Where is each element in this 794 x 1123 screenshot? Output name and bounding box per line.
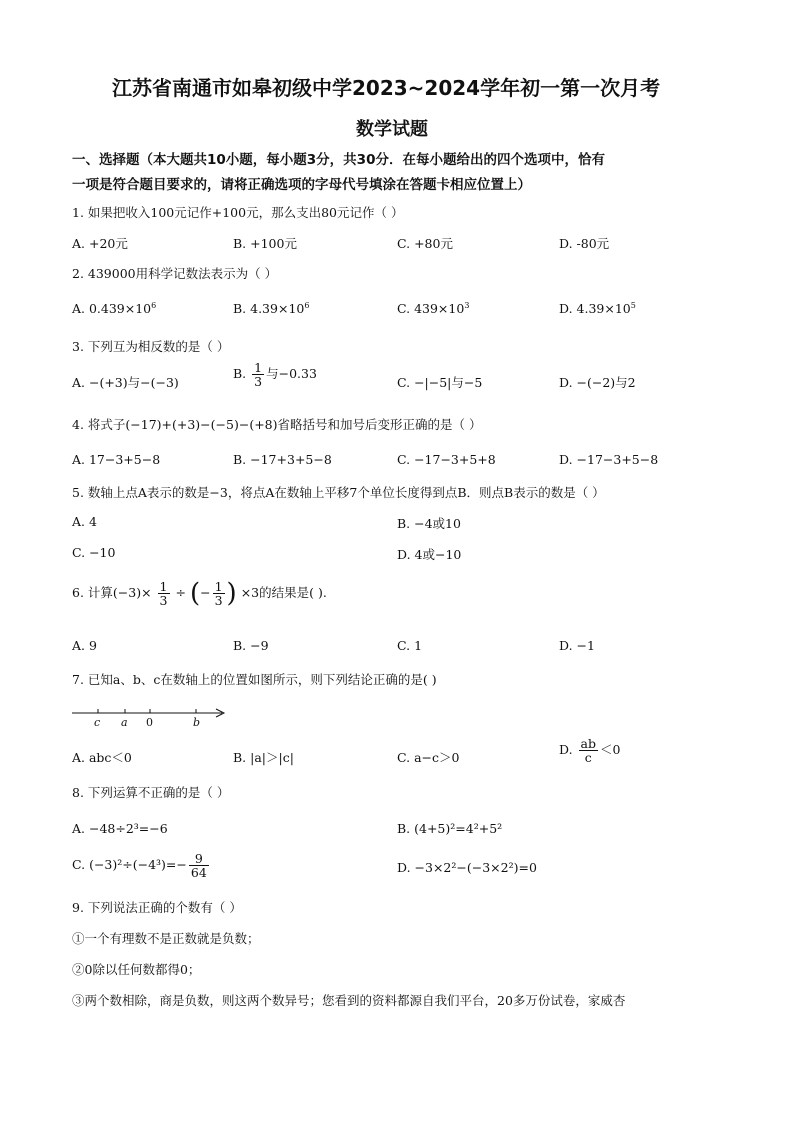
q2-option-c: C. $439\times 10^3$	[397, 301, 470, 317]
question-5-stem: 5. 数轴上点A表示的数是−3，将点A在数轴上平移7个单位长度得到点B．则点B表示的数是（ ）	[72, 485, 605, 500]
q7-option-d: D. $\frac{ab}{c}$ ＜0	[559, 736, 621, 766]
page-subtitle: 数学试题	[356, 119, 428, 140]
section-header-line2: 一项是符合题目要求的，请将正确选项的字母代号填涂在答题卡相应位置上）	[72, 177, 531, 193]
q5-option-d: D. 4或−10	[397, 547, 462, 562]
q8-option-b: B. (4+5)²=4²+5²	[397, 821, 503, 836]
q3-option-c: C. −|−5|与−5	[397, 375, 483, 390]
q8-option-c: C. (−3)²÷(−4³)=− $\frac{9}{64}$	[72, 851, 207, 881]
section-header-line1: 一、选择题（本大题共10小题，每小题3分，共30分．在每小题给出的四个选项中，恰有	[72, 152, 605, 168]
q4-option-a: A. 17−3+5−8	[72, 452, 161, 467]
fraction-ab-over-c: $\frac{ab}{c}$	[580, 736, 597, 766]
fraction-one-third: $\frac{1}{3}$	[254, 360, 263, 390]
q9-statement-2: ②0除以任何数都得0；	[72, 962, 201, 977]
question-7-stem: 7. 已知a、b、c在数轴上的位置如图所示，则下列结论正确的是( )	[72, 672, 437, 687]
q5-option-c: C. −10	[72, 545, 116, 560]
question-9-stem: 9. 下列说法正确的个数有（ ）	[72, 900, 242, 915]
q7-option-a: A. abc＜0	[72, 750, 132, 765]
q8-option-d: D. −3×2²−(−3×2²)=0	[397, 860, 537, 875]
q2-option-d: D. $4.39\times 10^5$	[559, 301, 636, 317]
question-1-stem: 1. 如果把收入100元记作+100元，那么支出80元记作（ ）	[72, 205, 404, 220]
q7-option-b: B. |a|＞|c|	[233, 750, 294, 765]
q5-option-a: A. 4	[72, 514, 97, 529]
q9-statement-3: ③两个数相除，商是负数，则这两个数异号；您看到的资料都源自我们平台，20多万份试卷，家威杏	[72, 993, 626, 1008]
q2-option-a: A. $0.439\times 10^6$	[72, 301, 157, 317]
q9-statement-1: ①一个有理数不是正数就是负数；	[72, 931, 260, 946]
question-3-stem: 3. 下列互为相反数的是（ ）	[72, 339, 230, 354]
q4-option-c: C. −17−3+5+8	[397, 452, 496, 467]
question-2-stem: 2. 439000用科学记数法表示为（ ）	[72, 266, 278, 281]
axis-label-a: a	[121, 716, 128, 729]
q8-option-a: A. −48÷2³=−6	[72, 821, 168, 836]
q6-option-a: A. 9	[72, 638, 97, 653]
axis-label-c: c	[94, 716, 101, 729]
q6-option-d: D. −1	[559, 638, 595, 653]
q4-option-d: D. −17−3+5−8	[559, 452, 659, 467]
q4-option-b: B. −17+3+5−8	[233, 452, 332, 467]
axis-label-zero: 0	[146, 716, 153, 729]
question-8-stem: 8. 下列运算不正确的是（ ）	[72, 785, 230, 800]
fraction-one-third-a: $\frac{1}{3}$	[159, 579, 168, 609]
q1-option-d: D. -80元	[559, 236, 610, 251]
page-title: 江苏省南通市如皋初级中学2023~2024学年初一第一次月考	[112, 76, 661, 100]
axis-label-b: b	[193, 716, 201, 729]
q1-option-c: C. +80元	[397, 236, 453, 251]
fraction-one-third-b: $\frac{1}{3}$	[214, 579, 223, 609]
q6-option-c: C. 1	[397, 638, 423, 653]
question-4-stem: 4. 将式子(−17)+(+3)−(−5)−(+8)省略括号和加号后变形正确的是（ ）	[72, 417, 482, 432]
q3-option-a: A. −(+3)与−(−3)	[72, 375, 179, 390]
q1-option-b: B. +100元	[233, 236, 297, 251]
q5-option-b: B. −4或10	[397, 516, 461, 531]
q3-option-b: B. $\frac{1}{3}$ 与−0.33	[233, 360, 317, 390]
q1-option-a: A. +20元	[72, 236, 128, 251]
q2-option-b: B. $4.39\times 10^6$	[233, 301, 310, 317]
fraction-nine-over-sixtyfour: $\frac{9}{64}$	[190, 851, 207, 881]
question-6-stem: 6. 计算(−3)× $\frac{1}{3}$ ÷ (− $\frac{1}{3}$ ) ×3的结果是( ).	[72, 578, 327, 609]
q7-option-c: C. a−c＞0	[397, 750, 460, 765]
q3-option-d: D. −(−2)与2	[559, 375, 636, 390]
q6-option-b: B. −9	[233, 638, 269, 653]
